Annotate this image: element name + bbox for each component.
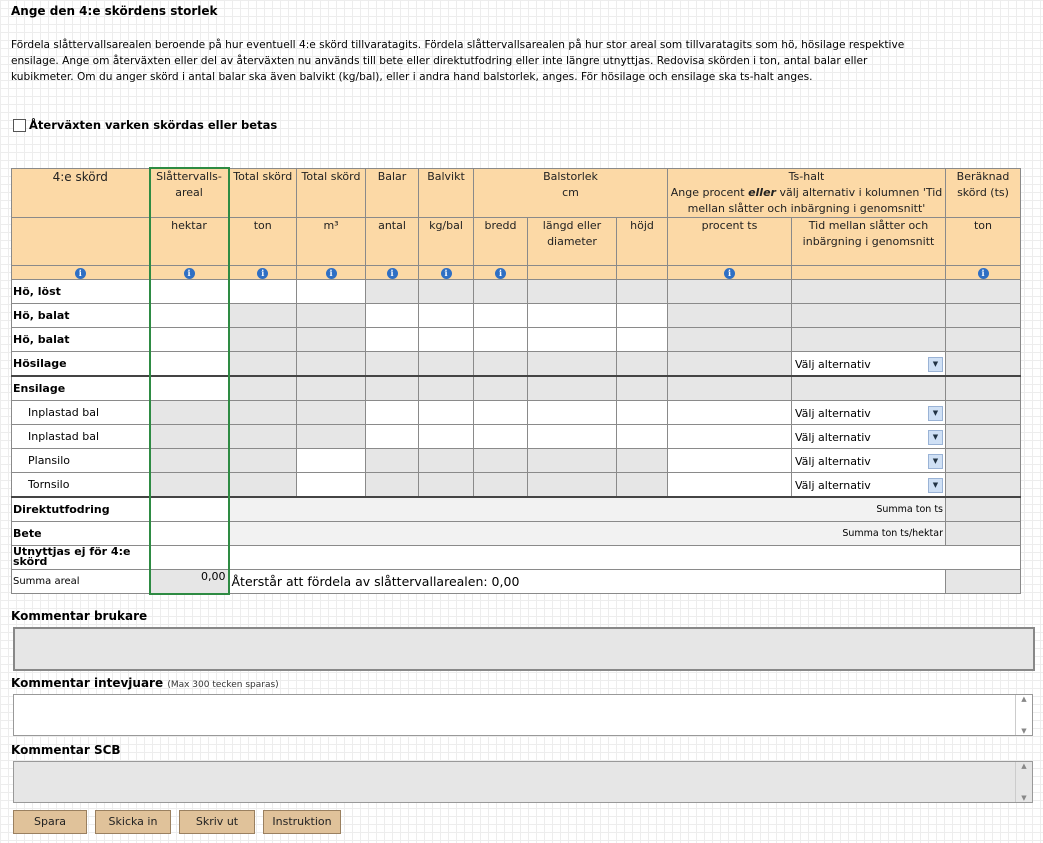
unit-hektar: hektar [150, 217, 229, 265]
input-bales[interactable] [366, 400, 419, 424]
table-row [12, 376, 1021, 401]
table-row [12, 521, 1021, 545]
row-label: Hö, balat [12, 327, 150, 351]
chevron-down-icon[interactable]: ▼ [928, 478, 943, 493]
chevron-down-icon[interactable]: ▼ [928, 357, 943, 372]
comment-interviewer-label: Kommentar intevjuare (Max 300 tecken sparas) [11, 676, 279, 690]
unit-langd: längd eller diameter [528, 217, 617, 265]
select-time[interactable]: Välj alternativ ▼ [795, 357, 943, 373]
sum-ton-ts-hektar-label: Summa ton ts/hektar [229, 521, 946, 545]
submit-button[interactable]: Skicka in [95, 810, 171, 834]
input-bales[interactable] [366, 424, 419, 448]
comment-farmer-label: Kommentar brukare [11, 609, 148, 623]
table-row [12, 327, 1021, 351]
input-ts[interactable] [668, 424, 792, 448]
input-area[interactable] [150, 351, 229, 376]
info-icon[interactable]: i [75, 268, 86, 279]
col-header-bales: Balar [366, 168, 419, 217]
print-button[interactable]: Skriv ut [179, 810, 255, 834]
unit-blank [12, 217, 150, 265]
table-row [12, 424, 1021, 448]
input-height[interactable] [617, 303, 668, 327]
chevron-down-icon[interactable]: ▼ [928, 454, 943, 469]
sum-ton-ts-value [946, 497, 1021, 522]
row-label: Bete [12, 521, 150, 545]
input-area[interactable] [150, 545, 229, 569]
info-icon[interactable]: i [257, 268, 268, 279]
comment-scb-field[interactable] [13, 761, 1033, 803]
unit-kgbal: kg/bal [419, 217, 474, 265]
harvest-table [11, 167, 1021, 595]
input-m3[interactable] [297, 472, 366, 497]
info-icon[interactable]: i [978, 268, 989, 279]
sum-area-value: 0,00 [150, 569, 229, 594]
input-bale-weight[interactable] [419, 327, 474, 351]
input-ts[interactable] [668, 448, 792, 472]
unit-hojd: höjd [617, 217, 668, 265]
input-area[interactable] [150, 327, 229, 351]
table-row [12, 472, 1021, 497]
row-label: Ensilage [12, 376, 150, 401]
input-width[interactable] [474, 400, 528, 424]
input-ts[interactable] [668, 400, 792, 424]
input-width[interactable] [474, 424, 528, 448]
row-label: Plansilo [12, 448, 150, 472]
col-header-calculated: Beräknad skörd (ts) [946, 168, 1021, 217]
info-icon[interactable]: i [387, 268, 398, 279]
regrowth-checkbox[interactable] [13, 119, 26, 132]
row-label: Inplastad bal [12, 424, 150, 448]
intro-text: Fördela slåttervallsarealen beroende på hur eventuell 4:e skörd tillvaratagits. Fördela slåttervallsarealen på hur stor areal som tillvaratagits som hö, hösilage respektive ensilage. Ange om återväxten eller del av återväxten nu används till bete eller direktutfodring eller inte längre utnyttjas. Redovisa skörden i ton, antal balar eller kubikmeter. Om du anger skörd i antal balar ska även balvikt (kg/bal), eller i andra hand balstorlek, anges. För hösilage och ensilage ska ts-halt anges. [11, 39, 905, 83]
info-icon[interactable]: i [495, 268, 506, 279]
input-area[interactable] [150, 279, 229, 303]
col-header-bale-size: Balstorlek cm [474, 168, 668, 217]
unit-bredd: bredd [474, 217, 528, 265]
input-width[interactable] [474, 303, 528, 327]
row-label: Utnyttjas ej för 4:e skörd [12, 545, 150, 569]
row-label: Inplastad bal [12, 400, 150, 424]
regrowth-checkbox-label: Återväxten varken skördas eller betas [29, 118, 278, 132]
input-height[interactable] [617, 327, 668, 351]
scrollbar[interactable]: ▲ ▼ [1015, 695, 1032, 735]
input-width[interactable] [474, 327, 528, 351]
input-bale-weight[interactable] [419, 303, 474, 327]
input-area[interactable] [150, 521, 229, 545]
input-m3[interactable] [297, 279, 366, 303]
unit-m3: m³ [297, 217, 366, 265]
input-bale-weight[interactable] [419, 424, 474, 448]
chevron-down-icon[interactable]: ▼ [928, 430, 943, 445]
col-header-ts: Ts-halt Ange procent eller välj alternativ i kolumnen 'Tid mellan slåtter och inbärgning i genomsnitt' [668, 168, 946, 217]
table-row [12, 303, 1021, 327]
button-bar [13, 810, 341, 834]
select-time[interactable]: Välj alternativ ▼ [795, 454, 943, 470]
chevron-down-icon[interactable]: ▼ [928, 406, 943, 421]
row-label: Hö, löst [12, 279, 150, 303]
unit-tid: Tid mellan slåtter och inbärgning i genomsnitt [792, 217, 946, 265]
table-row [12, 545, 1021, 569]
sum-ton-ts-label: Summa ton ts [229, 497, 946, 522]
input-length[interactable] [528, 327, 617, 351]
sum-ton-ts-hektar-value [946, 521, 1021, 545]
input-height[interactable] [617, 424, 668, 448]
row-label: Hö, balat [12, 303, 150, 327]
col-header-bale-weight: Balvikt [419, 168, 474, 217]
info-icon[interactable]: i [441, 268, 452, 279]
regrowth-checkbox-row[interactable] [13, 118, 277, 132]
unit-antal: antal [366, 217, 419, 265]
col-header-area: Slåttervalls-areal [150, 168, 229, 217]
unit-procent-ts: procent ts [668, 217, 792, 265]
row-label: Tornsilo [12, 472, 150, 497]
input-area[interactable] [150, 497, 229, 522]
instructions-button[interactable]: Instruktion [263, 810, 341, 834]
remaining-text: Återstår att fördela av slåttervallarealen: 0,00 [229, 569, 946, 594]
table-row [12, 279, 1021, 303]
input-area[interactable] [150, 303, 229, 327]
select-time[interactable]: Välj alternativ ▼ [795, 430, 943, 446]
table-row [12, 569, 1021, 594]
input-m3[interactable] [297, 448, 366, 472]
input-length[interactable] [528, 400, 617, 424]
input-length[interactable] [528, 303, 617, 327]
col-header-harvest: 4:e skörd [12, 168, 150, 217]
save-button[interactable]: Spara [13, 810, 87, 834]
select-time[interactable]: Välj alternativ ▼ [795, 478, 943, 494]
row-label: Hösilage [12, 351, 150, 376]
table-row [12, 497, 1021, 522]
page-title: Ange den 4:e skördens storlek [11, 4, 218, 18]
input-area[interactable] [150, 376, 229, 401]
table-row [12, 400, 1021, 424]
input-ton[interactable] [229, 279, 297, 303]
unit-ton-ts: ton [946, 217, 1021, 265]
row-label: Direktutfodring [12, 497, 150, 522]
scrollbar[interactable]: ▲ ▼ [1015, 762, 1032, 802]
comment-farmer-field[interactable] [13, 627, 1035, 671]
input-height[interactable] [617, 400, 668, 424]
row-label: Summa areal [12, 569, 150, 594]
info-icon[interactable]: i [184, 268, 195, 279]
comment-interviewer-field[interactable] [13, 694, 1033, 736]
info-icon[interactable]: i [326, 268, 337, 279]
col-header-total-ton: Total skörd [229, 168, 297, 217]
input-bales[interactable] [366, 327, 419, 351]
input-bale-weight[interactable] [419, 400, 474, 424]
table-row [12, 448, 1021, 472]
unit-ton: ton [229, 217, 297, 265]
select-time[interactable]: Välj alternativ ▼ [795, 406, 943, 422]
input-bales[interactable] [366, 303, 419, 327]
comment-scb-label: Kommentar SCB [11, 743, 121, 757]
input-ts[interactable] [668, 472, 792, 497]
col-header-total-m3: Total skörd [297, 168, 366, 217]
table-row [12, 351, 1021, 376]
info-icon[interactable]: i [724, 268, 735, 279]
input-length[interactable] [528, 424, 617, 448]
